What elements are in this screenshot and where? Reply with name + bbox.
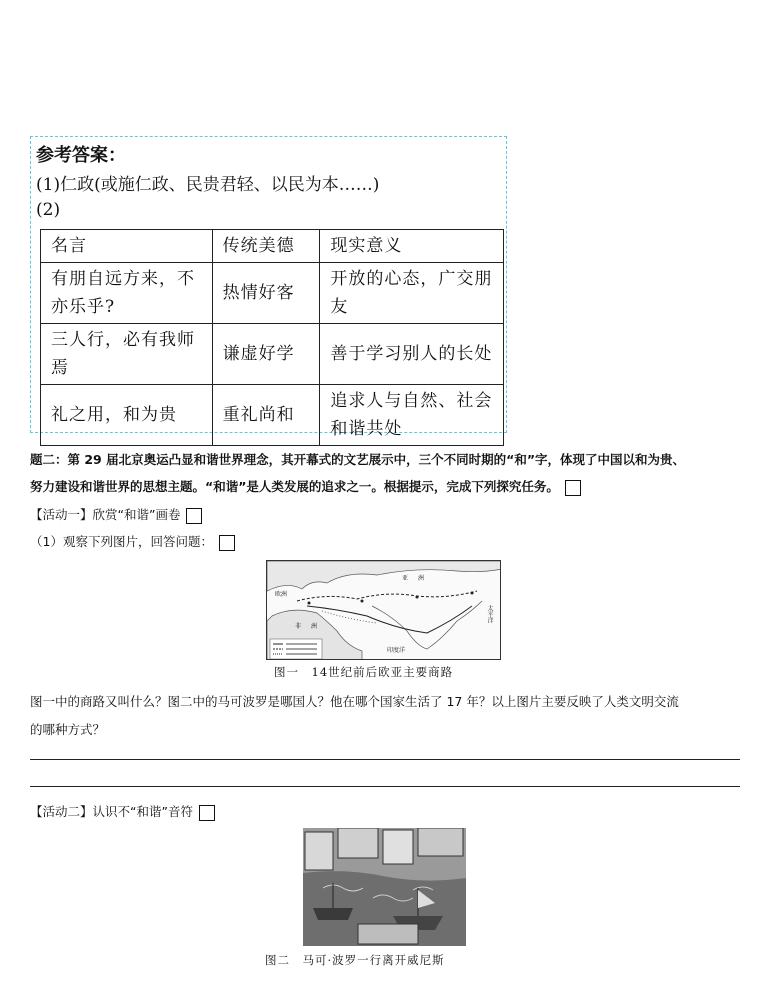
- table-cell: 礼之用，和为贵: [41, 385, 213, 446]
- sub-question-1: （1）观察下列图片，回答问题：: [30, 534, 213, 549]
- table-header-cell: 现实意义: [320, 230, 504, 263]
- answer-checkbox[interactable]: [565, 480, 581, 496]
- question-line-2: 努力建设和谐世界的思想主题。“和谐”是人类发展的追求之一。根据提示，完成下列探究任务。: [30, 479, 559, 494]
- table-cell: 有朋自远方来，不亦乐乎?: [41, 263, 213, 324]
- question-line-2-wrap: [30, 477, 581, 496]
- activity1-wrap: [30, 505, 202, 524]
- table-cell: 三人行，必有我师焉: [41, 324, 213, 385]
- figure1-caption: 图一 14世纪前后欧亚主要商路: [274, 665, 454, 679]
- answer-checkbox[interactable]: [199, 805, 215, 821]
- question-line-1: 题二：第 29 届北京奥运凸显和谐世界理念，其开幕式的文艺展示中，三个不同时期的“和”字，体现了中国以和为贵、: [30, 452, 686, 467]
- painting-drawing: [303, 828, 466, 946]
- activity1-heading: 【活动一】欣赏“和谐”画卷: [30, 507, 181, 522]
- map-label-pacific: 太平洋: [486, 605, 493, 623]
- table-row: [41, 324, 504, 385]
- ask-line-1: 图一中的商路又叫什么？图二中的马可波罗是哪国人？他在哪个国家生活了 17 年？以上图片主要反映了人类文明交流: [30, 694, 679, 709]
- table-header-cell: 名言: [41, 230, 213, 263]
- table-row: [41, 385, 504, 446]
- map-label-europe: 欧洲: [275, 591, 288, 598]
- activity2-heading: 【活动二】认识不“和谐”音符: [30, 804, 193, 819]
- activity2-wrap: [30, 802, 215, 821]
- answer-part2-label: (2): [36, 200, 61, 220]
- sub1-wrap: [30, 532, 235, 551]
- marco-polo-painting: [303, 828, 466, 946]
- answer-table: [40, 229, 504, 446]
- answer-box: [30, 136, 507, 439]
- map-label-africa: 非洲: [295, 623, 328, 630]
- table-cell: 追求人与自然、社会和谐共处: [320, 385, 504, 446]
- trade-route-map: [266, 560, 501, 660]
- table-header-cell: 传统美德: [212, 230, 320, 263]
- answer-title: 参考答案：: [36, 145, 126, 166]
- table-row: [41, 263, 504, 324]
- map-label-asia: 亚洲: [402, 575, 435, 582]
- figure2-caption: 图二 马可·波罗一行离开威尼斯: [265, 953, 445, 967]
- answer-line[interactable]: [30, 759, 740, 760]
- table-cell: 善于学习别人的长处: [320, 324, 504, 385]
- answer-checkbox[interactable]: [186, 508, 202, 524]
- table-cell: 重礼尚和: [212, 385, 320, 446]
- table-cell: 谦虚好学: [212, 324, 320, 385]
- answer-part1: (1)仁政(或施仁政、民贵君轻、以民为本……): [36, 175, 380, 195]
- map-label-indian-ocean: 印度洋: [387, 647, 406, 654]
- answer-line[interactable]: [30, 786, 740, 787]
- answer-checkbox[interactable]: [219, 535, 235, 551]
- ask-line-2: 的哪种方式？: [30, 722, 106, 737]
- table-cell: 开放的心态，广交朋友: [320, 263, 504, 324]
- table-header-row: [41, 230, 504, 263]
- map-drawing: [267, 561, 501, 660]
- table-cell: 热情好客: [212, 263, 320, 324]
